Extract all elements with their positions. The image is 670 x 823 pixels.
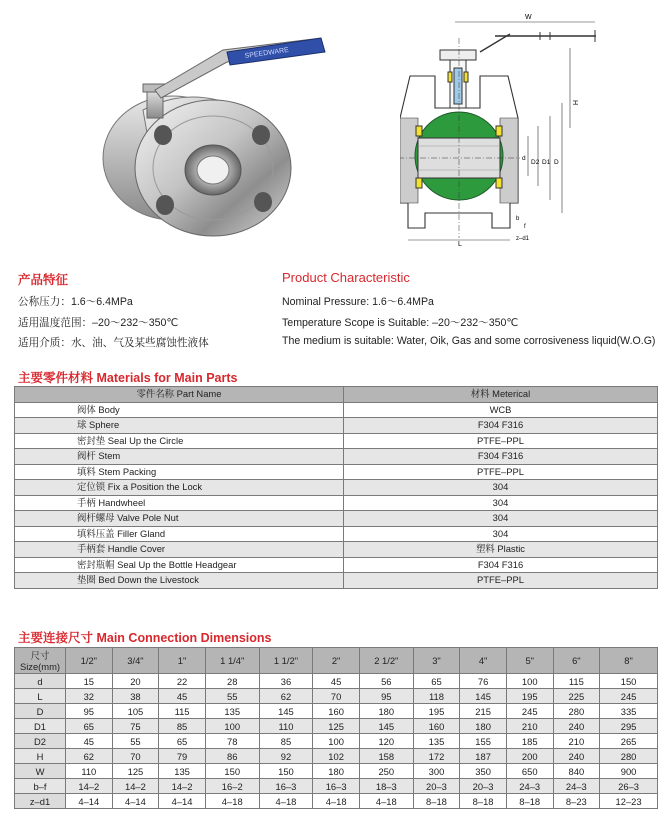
dimension-value: 36 [259, 674, 313, 689]
dimension-value: 4–18 [259, 794, 313, 809]
dimension-value: 95 [359, 689, 413, 704]
dimensions-corner: 尺寸 Size(mm) [15, 648, 66, 674]
material-part-name: 填料 Stem Packing [15, 464, 344, 480]
material-part-name: 手柄 Handwheel [15, 495, 344, 511]
dimension-value: 78 [205, 734, 259, 749]
material-part-name: 阀杆螺母 Valve Pole Nut [15, 511, 344, 527]
dimension-value: 150 [205, 764, 259, 779]
dimension-value: 135 [413, 734, 460, 749]
material-value: PTFE–PPL [344, 433, 658, 449]
dimension-value: 160 [313, 704, 360, 719]
dimension-value: 135 [159, 764, 206, 779]
dimension-value: 92 [259, 749, 313, 764]
dimension-value: 38 [112, 689, 159, 704]
materials-header-part: 零件名称 Part Name [15, 387, 344, 403]
dimension-value: 32 [66, 689, 113, 704]
materials-header-material: 材料 Meterical [344, 387, 658, 403]
table-row [15, 418, 658, 434]
dimension-value: 26–3 [600, 779, 658, 794]
dimension-label: d [15, 674, 66, 689]
dimension-value: 145 [259, 704, 313, 719]
dimension-value: 280 [553, 704, 600, 719]
material-value: PTFE–PPL [344, 464, 658, 480]
table-row [15, 794, 658, 809]
table-row [15, 779, 658, 794]
material-value: PTFE–PPL [344, 573, 658, 589]
label-f: f [524, 224, 526, 230]
dimension-label: D [15, 704, 66, 719]
dimension-value: 195 [506, 689, 553, 704]
dimension-value: 14–2 [112, 779, 159, 794]
table-row [15, 689, 658, 704]
dimension-value: 180 [313, 764, 360, 779]
dimension-value: 240 [553, 719, 600, 734]
table-row [15, 704, 658, 719]
dimension-value: 45 [159, 689, 206, 704]
dimension-value: 225 [553, 689, 600, 704]
dimension-value: 155 [460, 734, 507, 749]
dimension-value: 172 [413, 749, 460, 764]
table-row [15, 449, 658, 465]
dimension-value: 335 [600, 704, 658, 719]
dimension-value: 650 [506, 764, 553, 779]
materials-title: 主要零件材料 Materials for Main Parts [18, 371, 238, 385]
dimension-value: 85 [159, 719, 206, 734]
dimension-value: 15 [66, 674, 113, 689]
material-value: 304 [344, 480, 658, 496]
label-d2: D2 [531, 159, 540, 166]
spec-en-temperature: Temperature Scope is Suitable: –20～232～350℃ [282, 317, 519, 329]
dimension-value: 120 [359, 734, 413, 749]
dimension-value: 4–14 [159, 794, 206, 809]
label-d1: D1 [542, 159, 551, 166]
dimension-value: 118 [413, 689, 460, 704]
size-header: 3" [413, 648, 460, 674]
dimension-value: 20–3 [413, 779, 460, 794]
dimension-value: 840 [553, 764, 600, 779]
dimension-value: 100 [506, 674, 553, 689]
dimension-value: 102 [313, 749, 360, 764]
dimension-value: 125 [313, 719, 360, 734]
dimension-value: 295 [600, 719, 658, 734]
dimension-value: 95 [66, 704, 113, 719]
dimension-label: z–d1 [15, 794, 66, 809]
material-value: 304 [344, 511, 658, 527]
table-row [15, 674, 658, 689]
dimension-value: 14–2 [159, 779, 206, 794]
dimension-value: 22 [159, 674, 206, 689]
dimension-value: 85 [259, 734, 313, 749]
label-b: b [516, 216, 520, 222]
dimension-value: 180 [359, 704, 413, 719]
dimension-value: 300 [413, 764, 460, 779]
dimension-value: 56 [359, 674, 413, 689]
material-value: 304 [344, 526, 658, 542]
table-row [15, 464, 658, 480]
dimension-value: 4–14 [112, 794, 159, 809]
dimension-value: 210 [506, 719, 553, 734]
dimension-value: 180 [460, 719, 507, 734]
table-row [15, 402, 658, 418]
product-cn-title: 产品特征 [18, 273, 69, 287]
dimension-label: D1 [15, 719, 66, 734]
size-header: 1" [159, 648, 206, 674]
dimension-value: 100 [205, 719, 259, 734]
dimension-value: 160 [413, 719, 460, 734]
size-header: 6" [553, 648, 600, 674]
dimension-value: 70 [112, 749, 159, 764]
dimension-value: 265 [600, 734, 658, 749]
dimension-value: 150 [259, 764, 313, 779]
product-en-title: Product Characteristic [282, 270, 410, 285]
material-value: F304 F316 [344, 418, 658, 434]
dimension-value: 125 [112, 764, 159, 779]
dimension-value: 65 [413, 674, 460, 689]
dimension-value: 158 [359, 749, 413, 764]
dimension-value: 135 [205, 704, 259, 719]
materials-table [14, 386, 658, 589]
dimension-value: 76 [460, 674, 507, 689]
material-part-name: 阀杆 Stem [15, 449, 344, 465]
dimension-value: 16–2 [205, 779, 259, 794]
size-header: 1 1/2" [259, 648, 313, 674]
table-row [15, 480, 658, 496]
dimension-label: b–f [15, 779, 66, 794]
dimension-value: 8–23 [553, 794, 600, 809]
dimension-value: 65 [66, 719, 113, 734]
material-value: WCB [344, 402, 658, 418]
dimension-label: H [15, 749, 66, 764]
material-part-name: 定位锁 Fix a Position the Lock [15, 480, 344, 496]
dimension-value: 16–3 [313, 779, 360, 794]
spec-en-medium: The medium is suitable: Water, Oik, Gas and some corrosiveness liquid(W.O.G) [282, 335, 656, 347]
dimension-value: 62 [259, 689, 313, 704]
dimension-value: 900 [600, 764, 658, 779]
spec-en-pressure: Nominal Pressure: 1.6～6.4MPa [282, 296, 434, 308]
table-row [15, 749, 658, 764]
dimension-value: 4–14 [66, 794, 113, 809]
dimension-value: 12–23 [600, 794, 658, 809]
dimension-value: 245 [600, 689, 658, 704]
dimension-value: 110 [66, 764, 113, 779]
dimension-value: 16–3 [259, 779, 313, 794]
dimension-value: 20 [112, 674, 159, 689]
valve-photo [95, 30, 335, 245]
dimension-value: 28 [205, 674, 259, 689]
table-row [15, 526, 658, 542]
material-part-name: 手柄套 Handle Cover [15, 542, 344, 558]
dimension-value: 86 [205, 749, 259, 764]
dimension-value: 62 [66, 749, 113, 764]
material-part-name: 垫圈 Bed Down the Livestock [15, 573, 344, 589]
size-header: 1 1/4" [205, 648, 259, 674]
dimension-value: 210 [553, 734, 600, 749]
dimension-value: 145 [359, 719, 413, 734]
label-l: L [458, 241, 462, 248]
label-w: W [525, 14, 532, 21]
table-row [15, 557, 658, 573]
dimension-value: 245 [506, 704, 553, 719]
dimension-value: 195 [413, 704, 460, 719]
dimension-value: 4–18 [205, 794, 259, 809]
dimension-value: 200 [506, 749, 553, 764]
table-row [15, 433, 658, 449]
dimension-value: 4–18 [313, 794, 360, 809]
spec-cn-pressure: 公称压力：1.6～6.4MPa [18, 296, 133, 308]
dimension-label: L [15, 689, 66, 704]
table-row [15, 542, 658, 558]
size-header: 2 1/2" [359, 648, 413, 674]
label-h: H [571, 100, 578, 106]
size-header: 3/4" [112, 648, 159, 674]
dimension-value: 145 [460, 689, 507, 704]
material-part-name: 密封瓶帽 Seal Up the Bottle Headgear [15, 557, 344, 573]
dimension-value: 55 [112, 734, 159, 749]
material-value: F304 F316 [344, 449, 658, 465]
dimension-value: 280 [600, 749, 658, 764]
size-header: 8" [600, 648, 658, 674]
dimension-value: 250 [359, 764, 413, 779]
dimension-value: 185 [506, 734, 553, 749]
dimension-value: 8–18 [413, 794, 460, 809]
dimension-value: 110 [259, 719, 313, 734]
material-part-name: 球 Sphere [15, 418, 344, 434]
dimension-value: 24–3 [506, 779, 553, 794]
dimension-value: 18–3 [359, 779, 413, 794]
size-header: 2" [313, 648, 360, 674]
dimension-value: 105 [112, 704, 159, 719]
dimension-value: 75 [112, 719, 159, 734]
table-row [15, 734, 658, 749]
dimension-value: 70 [313, 689, 360, 704]
size-header: 5" [506, 648, 553, 674]
size-header: 1/2" [66, 648, 113, 674]
dimension-value: 4–18 [359, 794, 413, 809]
spec-cn-medium: 适用介质：水、油、气及某些腐蚀性液体 [18, 337, 209, 349]
dimension-value: 79 [159, 749, 206, 764]
material-value: F304 F316 [344, 557, 658, 573]
label-d: d [522, 155, 526, 162]
dimension-value: 150 [600, 674, 658, 689]
material-part-name: 填料压盖 Filler Gland [15, 526, 344, 542]
dimension-value: 115 [159, 704, 206, 719]
table-row [15, 511, 658, 527]
material-part-name: 密封垫 Seal Up the Circle [15, 433, 344, 449]
dimension-value: 8–18 [460, 794, 507, 809]
dimension-label: D2 [15, 734, 66, 749]
spec-cn-temperature: 适用温度范围：–20～232～350℃ [18, 317, 179, 329]
dimension-value: 14–2 [66, 779, 113, 794]
dimension-value: 8–18 [506, 794, 553, 809]
valve-section-drawing [400, 8, 600, 248]
material-value: 塑料 Plastic [344, 542, 658, 558]
dimension-value: 45 [313, 674, 360, 689]
table-row [15, 495, 658, 511]
dimensions-title: 主要连接尺寸 Main Connection Dimensions [18, 631, 272, 645]
material-part-name: 阀体 Body [15, 402, 344, 418]
table-row [15, 764, 658, 779]
dimension-value: 55 [205, 689, 259, 704]
dimension-value: 65 [159, 734, 206, 749]
dimension-value: 45 [66, 734, 113, 749]
handle-text: SPEEDWARE [244, 46, 290, 60]
dimension-label: W [15, 764, 66, 779]
dimensions-table [14, 647, 658, 809]
dimension-value: 24–3 [553, 779, 600, 794]
table-row [15, 719, 658, 734]
table-row [15, 573, 658, 589]
dimension-value: 20–3 [460, 779, 507, 794]
dimension-value: 100 [313, 734, 360, 749]
dimension-value: 215 [460, 704, 507, 719]
size-header: 4" [460, 648, 507, 674]
dimension-value: 240 [553, 749, 600, 764]
dimension-value: 115 [553, 674, 600, 689]
dimension-value: 350 [460, 764, 507, 779]
label-d-big: D [554, 159, 559, 166]
material-value: 304 [344, 495, 658, 511]
label-zd1: z–d1 [516, 236, 530, 242]
dimension-value: 187 [460, 749, 507, 764]
